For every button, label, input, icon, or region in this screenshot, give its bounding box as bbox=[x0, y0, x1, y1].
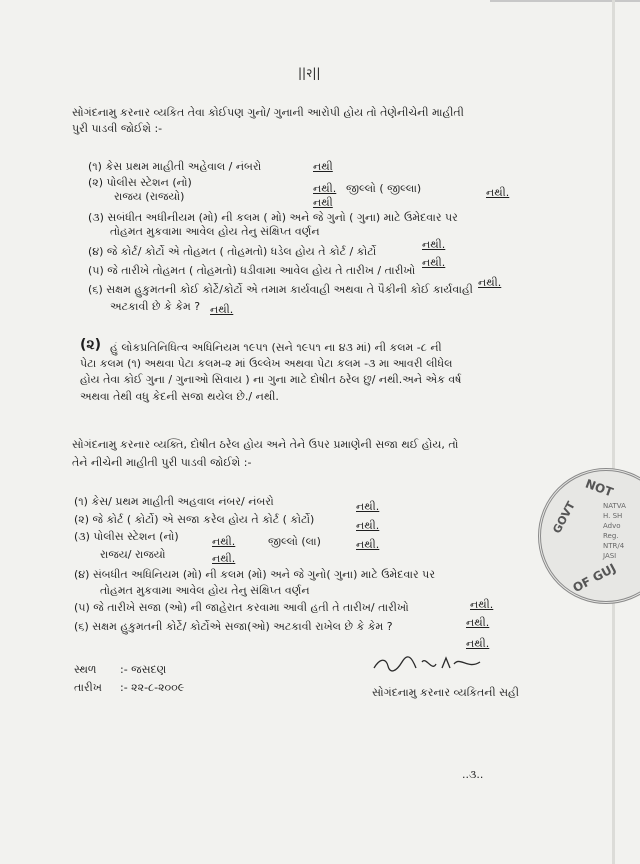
s2-number: (૨) bbox=[80, 337, 102, 353]
s3-item3-value: નથી. bbox=[212, 535, 236, 548]
s3-item4-value: નથી. bbox=[470, 598, 494, 611]
s1-item5-label: (૫) જે તારીખે તોહમત ( તોહમતો) ધડીવામા આવેલ હોય તે તારીખ / તારીખો bbox=[88, 264, 416, 277]
s1-item6-line2: અટકાવી છે કે કેમ ? bbox=[110, 300, 201, 313]
s1-item1-value: નથી bbox=[313, 160, 333, 173]
next-page-marker: ..૩.. bbox=[462, 768, 484, 781]
s3-state-label: રાજય/ રાજયો bbox=[100, 548, 166, 561]
page-edge-top bbox=[490, 0, 640, 2]
convict-intro-1: સોગંદનામુ કરનાર વ્યક્તિ, દોષીત ઠરેલ હોય અને તેને ઉપર પ્રમાણેની સજા થઈ હોય, તો bbox=[72, 438, 459, 451]
s1-district-value: નથી. bbox=[486, 186, 510, 199]
s3-district-value: નથી. bbox=[356, 538, 380, 551]
s3-state-value: નથી. bbox=[212, 552, 236, 565]
place-label: સ્થળ bbox=[74, 663, 97, 676]
s1-item4-value: નથી. bbox=[422, 256, 446, 269]
date-label: તારીખ bbox=[74, 681, 102, 694]
s3-item6-label: (૬) સક્ષમ હુકુમતની કોર્ટે/ કોર્ટોએ સજા(ઓ) અટકાવી રાખેલ છે કે કેમ ? bbox=[74, 620, 393, 633]
s1-item3-line2: તોહમત મુકવામા આવેલ હોય તેનુ સંક્ષિપ્ત વર્ણન bbox=[110, 225, 320, 238]
s3-item4-line1: (૪) સંબધીત અધિનિયમ (મો) ની કલમ (મો) અને જે ગુનો( ગુના) માટે ઉમેદવાર પર bbox=[74, 568, 436, 581]
s3-district-label: જીલ્લો (લા) bbox=[268, 535, 321, 548]
s2-line-2: પેટા કલમ (૧) અથવા પેટા કલમ-૨ માં ઉલ્લેખ અથવા પેટા કલમ -૩ મા આવરી લીધેલ bbox=[80, 357, 453, 370]
signature-scribble-icon bbox=[372, 654, 484, 676]
s1-district-label: જીલ્લો ( જીલ્લા) bbox=[346, 182, 422, 195]
s1-state-label: રાજય (રાજયો) bbox=[114, 190, 185, 203]
place-value: :- જસદણ bbox=[120, 663, 167, 676]
s1-item4-label: (૪) જે કોર્ટ/ કોર્ટો એ તોહમત ( તોહમતો) ધડેલ હોય તે કોર્ટ / કોર્ટો bbox=[88, 245, 377, 258]
s3-item2-value: નથી. bbox=[356, 519, 380, 532]
s3-item1-value: નથી. bbox=[356, 500, 380, 513]
s1-item6-line1: (૬) સક્ષમ હુકુમતની કોઈ કોર્ટે/કોર્ટો એ તમામ કાર્યવાહી અથવા તે પૈકીની કોઈ કાર્યવાહી bbox=[88, 283, 473, 296]
s3-item4-line2: તોહમત મુકવામા આવેલ હોય તેનુ સંક્ષિપ્ત વર્ણન bbox=[100, 584, 310, 597]
stamp-inner-text: NATVA H. SH Advo Reg. NTR/4 JASI bbox=[603, 502, 626, 560]
s1-item1-label: (૧) કેસ પ્રથમ માહીતી અહેવાલ / નંબરો bbox=[88, 160, 262, 173]
signature-caption: સોગંદનામુ કરનાર વ્યકિતની સહી bbox=[372, 686, 520, 699]
signature bbox=[372, 654, 484, 676]
s1-item6-value: નથી. bbox=[210, 303, 234, 316]
stamp-top-text: NOT bbox=[583, 476, 615, 500]
intro-line-1: સોગંદનામુ કરનાર વ્યકિત તેવા કોઈપણ ગુનો/ ગુનાની આરોપી હોય તો તેણેનીચેની માહીતી bbox=[72, 106, 464, 119]
s1-state-value: નથી bbox=[313, 196, 333, 209]
s1-item3-line1: (૩) સબંધીત અધીનીયમ (મો) ની કલમ ( મો) અને જે ગુનો ( ગુના) માટે ઉમેદવાર પર bbox=[88, 211, 458, 224]
s3-item1-label: (૧) કેસ/ પ્રથમ માહીતી અહવાલ નંબર/ નંબરો bbox=[74, 495, 274, 508]
page-edge-right bbox=[612, 0, 615, 864]
stamp-bottom-text: OF GUJ bbox=[570, 560, 619, 596]
notary-stamp bbox=[538, 468, 640, 604]
s2-line-4: અથવા તેથી વધુ કેદની સજા થયેલ છે./ નથી. bbox=[80, 390, 279, 403]
s1-item3-value: નથી. bbox=[422, 238, 446, 251]
s3-item5-value: નથી. bbox=[466, 616, 490, 629]
s3-item5-label: (૫) જે તારીખે સજા (ઓ) ની જાહેરાત કરવામા આવી હતી તે તારીખ/ તારીખો bbox=[74, 601, 409, 614]
date-value: :- ૨૨-૮-૨૦૦૯ bbox=[120, 681, 185, 694]
page-number: ||२|| bbox=[298, 66, 321, 80]
s2-line-1: હું લોકપ્રતિનિધિત્વ અધિનિયમ ૧૯૫૧ (સને ૧૯૫૧ ના ૪૩ માં) ની કલમ -૮ ની bbox=[110, 341, 442, 354]
s3-item6-value: નથી. bbox=[466, 637, 490, 650]
convict-intro-2: તેને નીચેની માહીતી પુરી પાડવી જોઈશે :- bbox=[72, 456, 252, 469]
s1-item2-label: (૨) પોલીસ સ્ટેશન (નો) bbox=[88, 176, 192, 189]
stamp-left-text: GOVT bbox=[550, 499, 578, 536]
intro-line-2: પુરી પાડવી જોઈશે :- bbox=[72, 122, 163, 135]
s2-line-3: હોય તેવા કોઈ ગુના / ગુનાઓ સિવાય ) ના ગુના માટે દોષીત ઠરેલ છુ/ નથી.અને એક વર્ષ bbox=[80, 373, 462, 386]
s3-item2-label: (૨) જે કોર્ટ ( કોર્ટો) એ સજા કરેલ હોય તે કોર્ટ ( કોર્ટો) bbox=[74, 513, 315, 526]
s1-item5-value: નથી. bbox=[478, 276, 502, 289]
s3-item3-label: (૩) પોલીસ સ્ટેશન (નો) bbox=[74, 530, 179, 543]
s1-police-value: નથી. bbox=[313, 182, 337, 195]
